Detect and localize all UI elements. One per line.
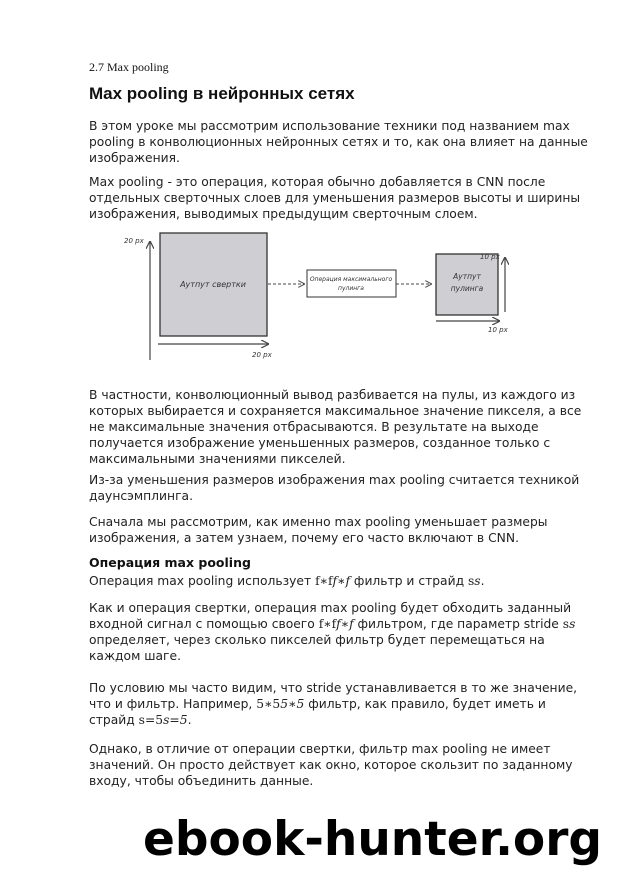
max-pooling-operation-box	[307, 270, 396, 297]
intro-paragraph: В этом уроке мы рассмотрим использование техники под названием max pooling в конволюционных нейронных сетях и то, как она влияет на данные изображения.	[89, 119, 588, 165]
pool-output-label-line1: Аутпут	[453, 272, 481, 281]
condition-paragraph: По условию мы часто видим, что stride устанавливается в то же значение, что и фильтр. Например, 5∗55∗5 фильтр, как правило, будет иметь и страйд s=5s=5.	[89, 681, 578, 727]
operation-heading: Операция max pooling	[89, 555, 251, 570]
conv-height-label: 20 px	[124, 237, 144, 245]
page-title: Max pooling в нейронных сетях	[89, 84, 355, 103]
section-number: 2.7 Max pooling	[89, 60, 169, 74]
operation-label-line2: пулинга	[338, 285, 364, 292]
pool-output-label-line2: пулинга	[450, 284, 484, 293]
contrast-paragraph: Однако, в отличие от операции свертки, фильтр max pooling не имеет значений. Он просто действует как окно, которое скользит по заданному входу, чтобы объединить данные.	[89, 742, 573, 788]
plan-paragraph: Сначала мы рассмотрим, как именно max pooling уменьшает размеры изображения, а затем узнаем, почему его часто включают в CNN.	[89, 515, 548, 545]
definition-paragraph: Max pooling - это операция, которая обычно добавляется в CNN после отдельных сверточных слоев для уменьшения размеров высоты и ширины изображения, выводимых предыдущим сверточным слоем.	[89, 175, 581, 221]
operation-label-line1: Операция максимального	[309, 276, 393, 283]
pool-height-label: 10 px	[480, 253, 500, 261]
watermark: ebook-hunter.org	[143, 812, 603, 867]
conv-width-label: 20 px	[252, 351, 272, 359]
conv-output-label: Аутпут свертки	[180, 280, 246, 289]
convolution-comparison-paragraph: Как и операция свертки, операция max pooling будет обходить заданный входной сигнал с помощью своего f∗ff∗f фильтром, где параметр stride ss определяет, через сколько пикселей фильтр будет перемещаться на каждом шаге.	[89, 601, 576, 663]
operation-line: Операция max pooling использует f∗ff∗f фильтр и страйд ss.	[89, 574, 485, 588]
pool-width-label: 10 px	[488, 326, 508, 334]
detail-paragraph: В частности, конволюционный вывод разбивается на пулы, из каждого из которых выбирается и сохраняется максимальное значение пикселя, а все не максимальные значения отбрасываются. В результате на выходе получается изображение уменьшенных размеров, созданное только с максимальными значениями пикселей.	[89, 388, 582, 466]
downsampling-paragraph: Из-за уменьшения размеров изображения max pooling считается техникой даунсэмплинга.	[89, 473, 580, 503]
max-pooling-diagram	[118, 228, 518, 368]
